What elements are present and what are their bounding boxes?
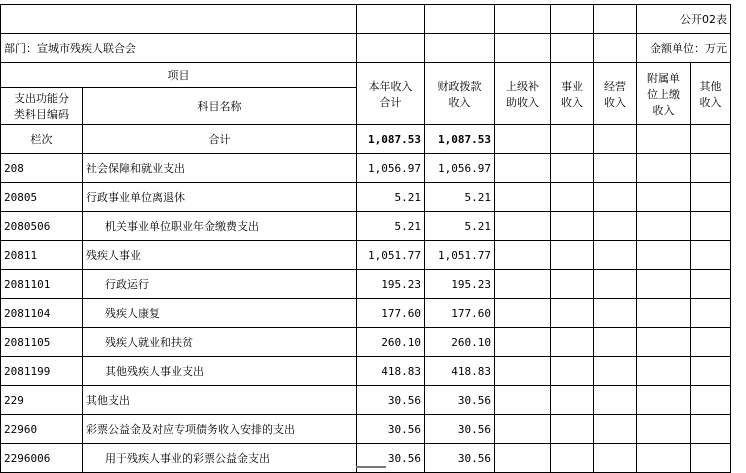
row-empty-cell [495,270,551,299]
table-row [1,444,731,473]
row-total: 1,051.77 [357,241,425,270]
row-empty-cell [691,241,731,270]
row-name: 其他支出 [83,386,357,415]
row-empty-cell [495,183,551,212]
sheet-tab-indicator [356,466,386,468]
row-empty-cell [551,444,594,473]
table-row [1,386,731,415]
row-total: 5.21 [357,183,425,212]
row-empty-cell [637,154,691,183]
row-code: 229 [1,386,83,415]
row-fiscal: 1,051.77 [425,241,495,270]
row-total: 5.21 [357,212,425,241]
row-total: 195.23 [357,270,425,299]
row-code: 208 [1,154,83,183]
row-empty-cell [551,415,594,444]
row-empty-cell [637,270,691,299]
header-col-business: 事业 收入 [551,63,594,125]
row-empty-cell [495,299,551,328]
row-empty-cell [551,386,594,415]
header-col-superior: 上级补 助收入 [495,63,551,125]
table-row [1,154,731,183]
row-code: 2296006 [1,444,83,473]
row-empty-cell [637,386,691,415]
row-empty-cell [594,212,637,241]
row-empty-cell [551,212,594,241]
row-name: 行政事业单位离退休 [83,183,357,212]
row-empty-cell [495,357,551,386]
row-empty-cell [594,444,637,473]
row-empty-cell [551,183,594,212]
row-empty-cell [594,183,637,212]
row-name: 用于残疾人事业的彩票公益金支出 [83,444,357,473]
row-empty-cell [495,154,551,183]
row-empty-cell [551,328,594,357]
row-code: 22960 [1,415,83,444]
row-fiscal: 5.21 [425,212,495,241]
row-code: 20805 [1,183,83,212]
row-empty-cell [691,444,731,473]
row-name: 残疾人事业 [83,241,357,270]
index-label: 栏次 [1,125,83,154]
row-code: 2081101 [1,270,83,299]
row-empty-cell [551,241,594,270]
row-empty-cell [691,415,731,444]
row-empty-cell [691,357,731,386]
row-empty-cell [495,328,551,357]
table-row [1,328,731,357]
row-empty-cell [637,241,691,270]
row-empty-cell [551,357,594,386]
row-empty-cell [551,270,594,299]
row-fiscal: 1,056.97 [425,154,495,183]
row-fiscal: 177.60 [425,299,495,328]
row-total: 30.56 [357,444,425,473]
table-row [1,183,731,212]
row-code: 2080506 [1,212,83,241]
table-row [1,299,731,328]
row-fiscal: 195.23 [425,270,495,299]
row-fiscal: 30.56 [425,444,495,473]
row-empty-cell [637,444,691,473]
index-name: 合计 [83,125,357,154]
row-empty-cell [495,212,551,241]
header-name-col: 科目名称 [83,88,357,125]
row-name: 社会保障和就业支出 [83,154,357,183]
row-empty-cell [637,415,691,444]
row-total: 260.10 [357,328,425,357]
row-empty-cell [594,270,637,299]
row-total: 1,056.97 [357,154,425,183]
row-name: 其他残疾人事业支出 [83,357,357,386]
row-name: 彩票公益金及对应专项债务收入安排的支出 [83,415,357,444]
header-col-other: 其他 收入 [691,63,731,125]
header-code-col: 支出功能分 类科目编码 [1,88,83,125]
header-col-operation: 经营 收入 [594,63,637,125]
row-empty-cell [594,154,637,183]
row-code: 2081199 [1,357,83,386]
row-empty-cell [495,241,551,270]
row-fiscal: 30.56 [425,386,495,415]
row-empty-cell [551,299,594,328]
row-name: 残疾人康复 [83,299,357,328]
row-empty-cell [551,154,594,183]
table-row [1,241,731,270]
row-empty-cell [637,357,691,386]
header-col-fiscal: 财政拨款 收入 [425,63,495,125]
row-empty-cell [495,444,551,473]
header-col-affiliate: 附属单 位上缴 收入 [637,63,691,125]
row-empty-cell [637,299,691,328]
row-empty-cell [594,415,637,444]
row-fiscal: 30.56 [425,415,495,444]
row-empty-cell [691,212,731,241]
row-code: 2081104 [1,299,83,328]
index-fiscal: 1,087.53 [425,125,495,154]
row-empty-cell [594,241,637,270]
index-total: 1,087.53 [357,125,425,154]
row-empty-cell [594,357,637,386]
row-fiscal: 5.21 [425,183,495,212]
table-row [1,415,731,444]
row-empty-cell [594,299,637,328]
department-label: 部门：宣城市残疾人联合会 [1,34,357,63]
row-empty-cell [495,415,551,444]
table-row [1,212,731,241]
row-fiscal: 260.10 [425,328,495,357]
row-name: 行政运行 [83,270,357,299]
row-empty-cell [495,386,551,415]
row-name: 机关事业单位职业年金缴费支出 [83,212,357,241]
sheet-code: 公开02表 [637,5,731,34]
row-empty-cell [691,183,731,212]
row-empty-cell [637,212,691,241]
row-empty-cell [594,386,637,415]
row-total: 177.60 [357,299,425,328]
row-empty-cell [637,328,691,357]
unit-label: 金额单位：万元 [637,34,731,63]
header-item: 项目 [1,63,357,88]
row-code: 2081105 [1,328,83,357]
row-empty-cell [594,328,637,357]
budget-table [0,4,731,473]
row-name: 残疾人就业和扶贫 [83,328,357,357]
row-total: 30.56 [357,386,425,415]
row-empty-cell [691,154,731,183]
row-code: 20811 [1,241,83,270]
row-fiscal: 418.83 [425,357,495,386]
row-empty-cell [691,270,731,299]
row-empty-cell [637,183,691,212]
table-row [1,357,731,386]
table-row [1,270,731,299]
row-empty-cell [691,386,731,415]
row-empty-cell [691,299,731,328]
row-total: 418.83 [357,357,425,386]
row-total: 30.56 [357,415,425,444]
row-empty-cell [691,328,731,357]
header-col-total: 本年收入 合计 [357,63,425,125]
